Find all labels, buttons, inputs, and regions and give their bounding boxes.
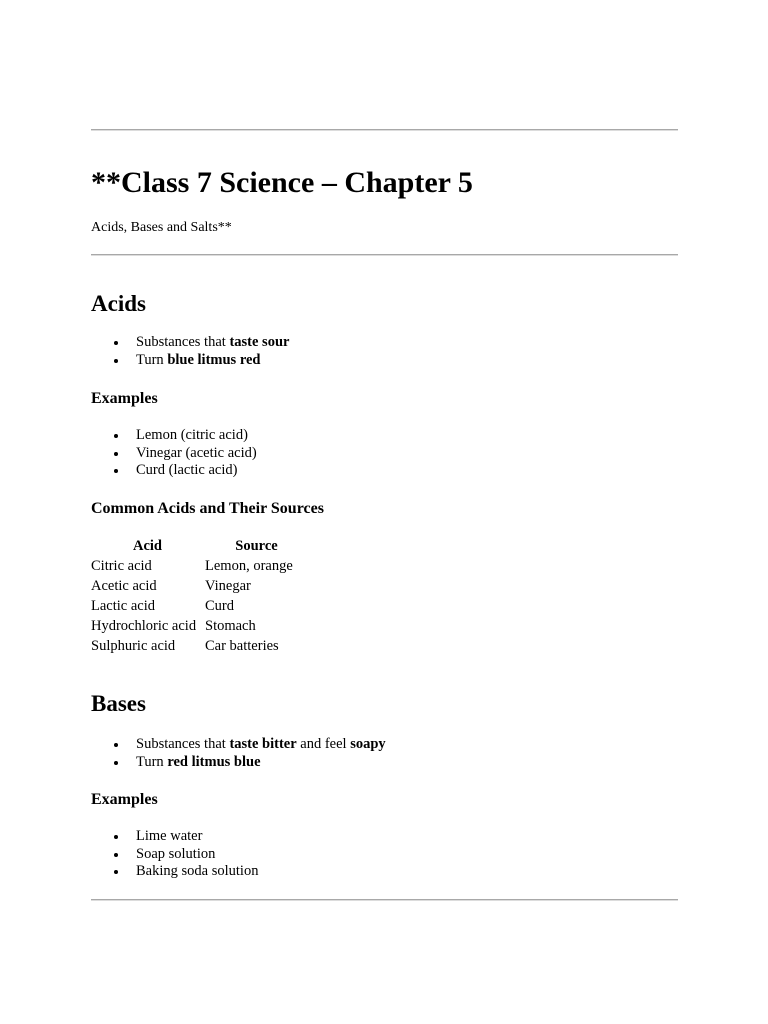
table-cell: Hydrochloric acid — [91, 618, 197, 634]
bases-examples-heading: Examples — [91, 791, 158, 808]
horizontal-rule-top — [91, 129, 678, 131]
table-cell: Stomach — [205, 618, 256, 634]
acids-table-heading: Common Acids and Their Sources — [91, 500, 324, 517]
list-item: Curd (lactic acid) — [136, 462, 257, 480]
table-cell: Curd — [205, 598, 234, 614]
page-title: **Class 7 Science – Chapter 5 — [91, 166, 473, 199]
list-item: Soap solution — [136, 846, 258, 864]
table-cell: Citric acid — [91, 558, 152, 574]
list-item: Substances that taste bitter and feel soapy — [136, 736, 386, 752]
horizontal-rule-header — [91, 254, 678, 256]
list-item: Vinegar (acetic acid) — [136, 444, 257, 461]
table-row — [91, 616, 309, 636]
bases-examples-list — [91, 828, 258, 881]
bases-heading: Bases — [91, 691, 146, 716]
bases-properties-list — [91, 736, 386, 771]
table-row — [91, 556, 309, 576]
table-header-row — [91, 536, 309, 556]
acids-properties-list — [91, 334, 289, 369]
table-cell: Lactic acid — [91, 598, 155, 614]
table-cell: Vinegar — [205, 578, 251, 594]
column-header-source: Source — [235, 538, 278, 554]
table-row — [91, 636, 309, 656]
list-item: Turn red litmus blue — [136, 754, 386, 772]
table-row — [91, 596, 309, 616]
list-item: Lemon (citric acid) — [136, 427, 257, 445]
column-header-acid: Acid — [133, 538, 162, 554]
list-item: Baking soda solution — [136, 863, 259, 879]
page-subtitle: Acids, Bases and Salts** — [91, 220, 232, 235]
table-cell: Sulphuric acid — [91, 638, 176, 654]
table-cell: Car batteries — [205, 638, 279, 654]
table-row — [91, 576, 309, 596]
table-cell: Lemon, orange — [205, 558, 293, 574]
acids-heading: Acids — [91, 291, 146, 316]
list-item: Turn blue litmus red — [136, 352, 289, 370]
acids-examples-list — [91, 427, 257, 480]
acids-sources-table — [91, 536, 309, 656]
table-cell: Acetic acid — [91, 578, 157, 594]
list-item: Lime water — [136, 828, 258, 846]
list-item: Substances that taste sour — [136, 334, 290, 350]
horizontal-rule-bottom — [91, 899, 678, 901]
acids-examples-heading: Examples — [91, 390, 158, 407]
